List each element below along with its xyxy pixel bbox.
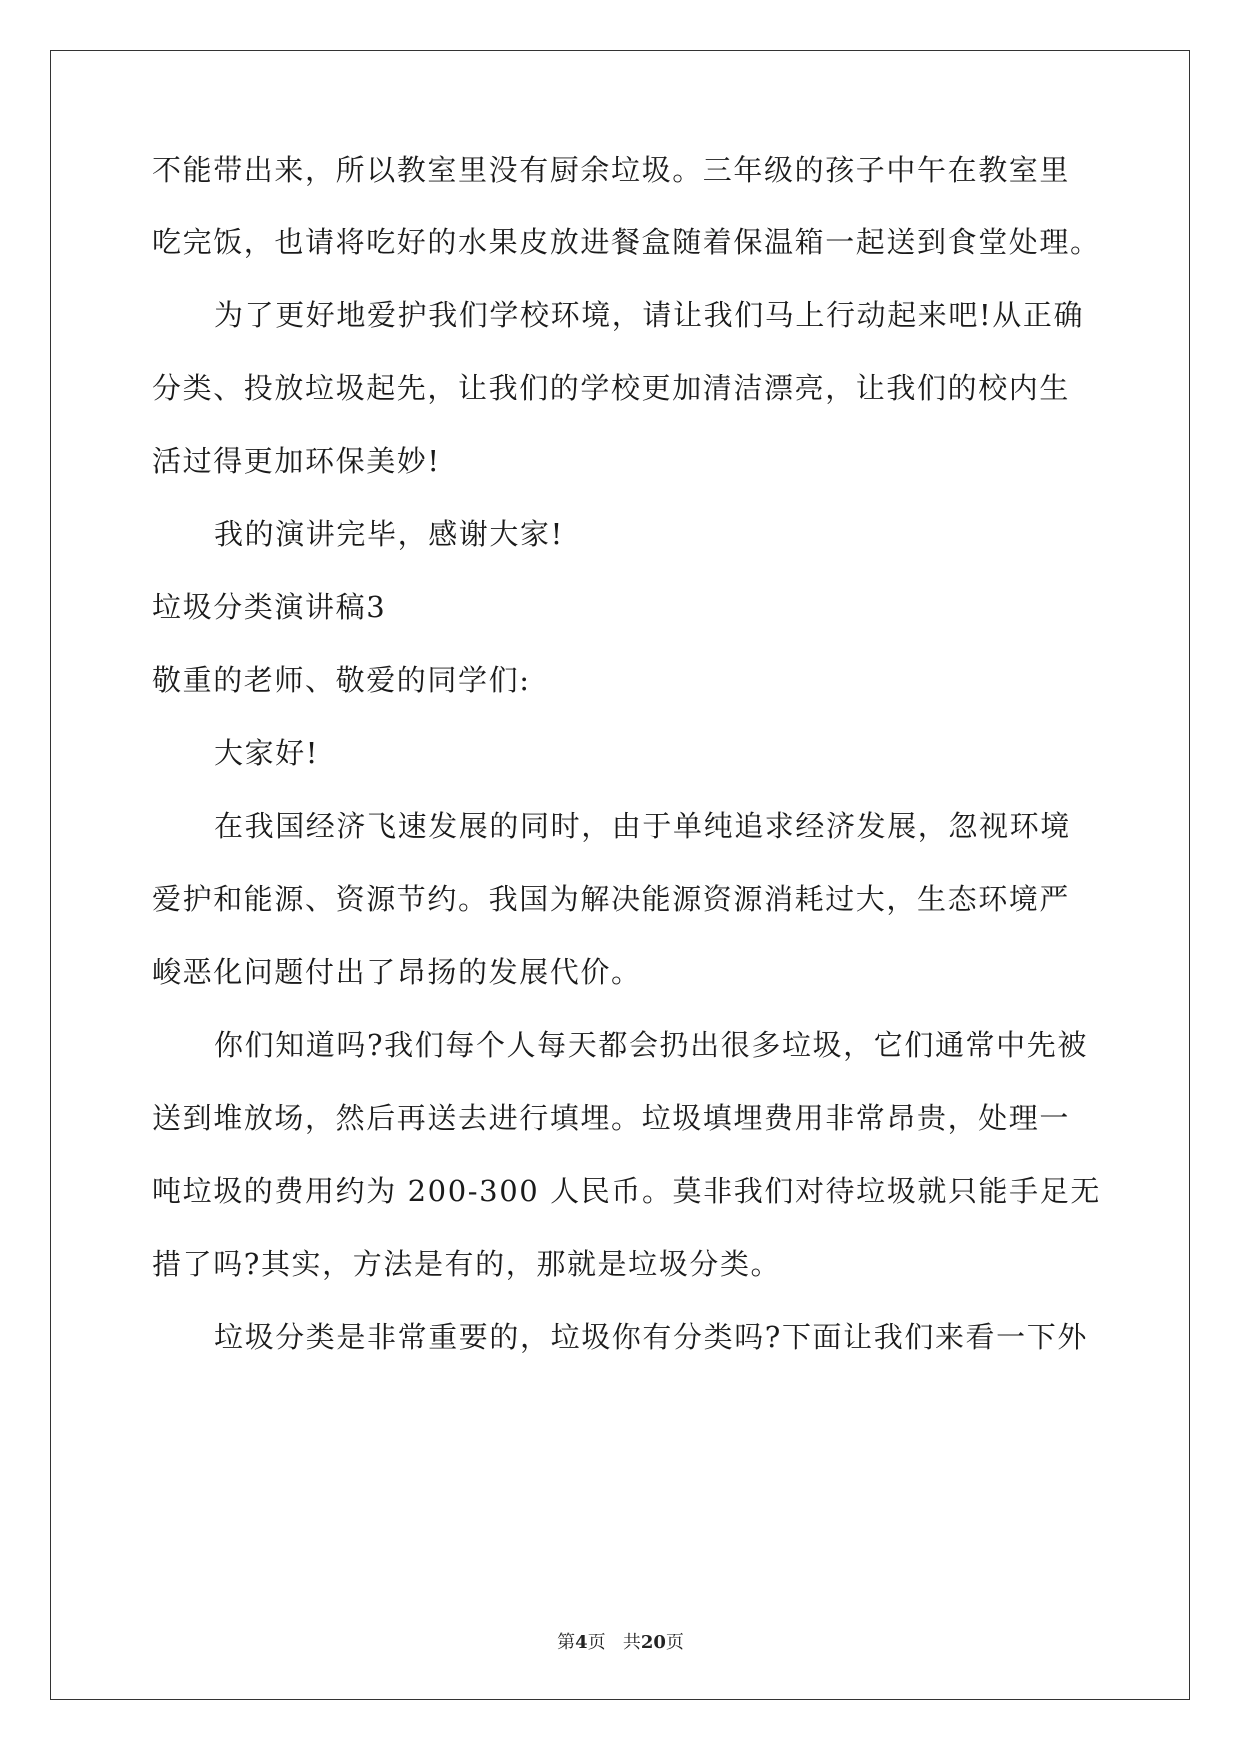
paragraph-line: 吃完饭，也请将吃好的水果皮放进餐盒随着保温箱一起送到食堂处理。 <box>152 225 1101 259</box>
paragraph-line: 峻恶化问题付出了昂扬的发展代价。 <box>152 955 642 989</box>
paragraph-line: 活过得更加环保美妙! <box>152 444 441 478</box>
salutation: 敬重的老师、敬爱的同学们: <box>152 663 531 697</box>
paragraph-line: 吨垃圾的费用约为 200-300 人民币。莫非我们对待垃圾就只能手足无 <box>152 1174 1101 1208</box>
paragraph-line: 我的演讲完毕，感谢大家! <box>214 517 564 551</box>
footer-page-suffix: 页 <box>587 1632 606 1653</box>
section-title: 垃圾分类演讲稿3 <box>152 590 387 624</box>
page-footer <box>0 1628 1241 1654</box>
paragraph-line: 你们知道吗?我们每个人每天都会扔出很多垃圾，它们通常中先被 <box>214 1028 1088 1062</box>
paragraph-line: 垃圾分类是非常重要的，垃圾你有分类吗?下面让我们来看一下外 <box>214 1320 1088 1354</box>
current-page-number: 4 <box>575 1632 588 1653</box>
paragraph-line: 不能带出来，所以教室里没有厨余垃圾。三年级的孩子中午在教室里 <box>152 153 1071 187</box>
footer-prefix: 第 <box>557 1632 576 1653</box>
footer-total-suffix: 页 <box>665 1632 684 1653</box>
greeting: 大家好! <box>214 736 320 770</box>
paragraph-line: 为了更好地爱护我们学校环境，请让我们马上行动起来吧!从正确 <box>214 298 1085 332</box>
paragraph-line: 分类、投放垃圾起先，让我们的学校更加清洁漂亮，让我们的校内生 <box>152 371 1071 405</box>
paragraph-line: 送到堆放场，然后再送去进行填埋。垃圾填埋费用非常昂贵，处理一 <box>152 1101 1071 1135</box>
paragraph-line: 爱护和能源、资源节约。我国为解决能源资源消耗过大，生态环境严 <box>152 882 1071 916</box>
total-page-number: 20 <box>640 1632 666 1653</box>
paragraph-line: 在我国经济飞速发展的同时，由于单纯追求经济发展，忽视环境 <box>214 809 1071 843</box>
footer-total-prefix: 共 <box>622 1632 641 1653</box>
paragraph-line: 措了吗?其实，方法是有的，那就是垃圾分类。 <box>152 1247 782 1281</box>
